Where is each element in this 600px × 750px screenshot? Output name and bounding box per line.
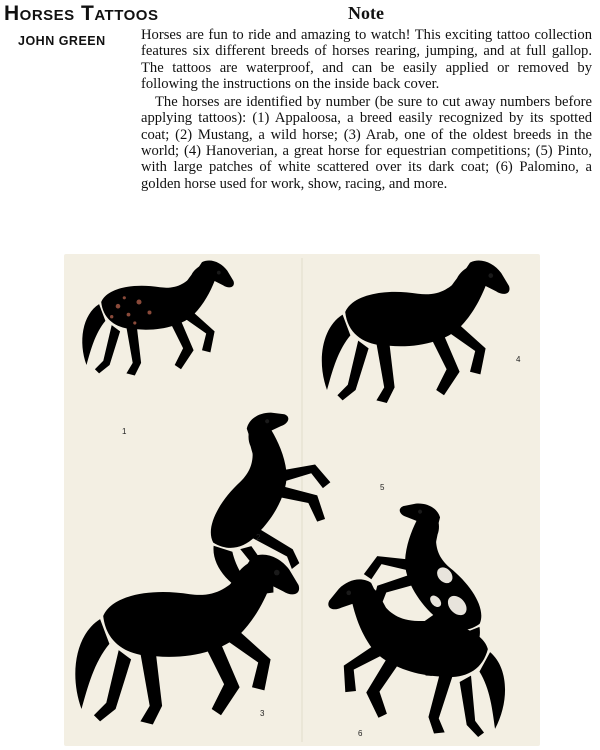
note-text xyxy=(141,27,592,192)
tattoo-sheet xyxy=(64,254,540,746)
horse-3-number: 3 xyxy=(260,709,265,718)
page-title: Horses Tattoos xyxy=(4,2,159,25)
note-paragraph-2: The horses are identified by number (be sure to cut away numbers before applying tattoos): (1) Appaloosa, a breed easily recognized by its spotted coat; (2) Mustang, a wild horse; (3) Arab, one of the oldest breeds in the world; (4) Hanoverian, a great horse for equestrian competitions; (5) Pinto, with large patches of white scattered over its dark coat; (6) Palomino, a golden horse used for work, show, racing, and more. xyxy=(141,94,592,192)
note-paragraph-1: Horses are fun to ride and amazing to watch! This exciting tattoo collection features six different breeds of horses rearing, jumping, and at full gallop. The tattoos are waterproof, and can be easily applied or removed by following the instructions on the inside back cover. xyxy=(141,27,592,92)
horse-2-number: 2 xyxy=(256,533,261,542)
horse-4-number: 4 xyxy=(516,355,521,364)
note-heading: Note xyxy=(348,3,384,23)
horse-5-number: 5 xyxy=(380,483,385,492)
author-name: JOHN GREEN xyxy=(18,34,106,48)
horse-1-number: 1 xyxy=(122,427,127,436)
horse-6-number: 6 xyxy=(358,729,363,738)
